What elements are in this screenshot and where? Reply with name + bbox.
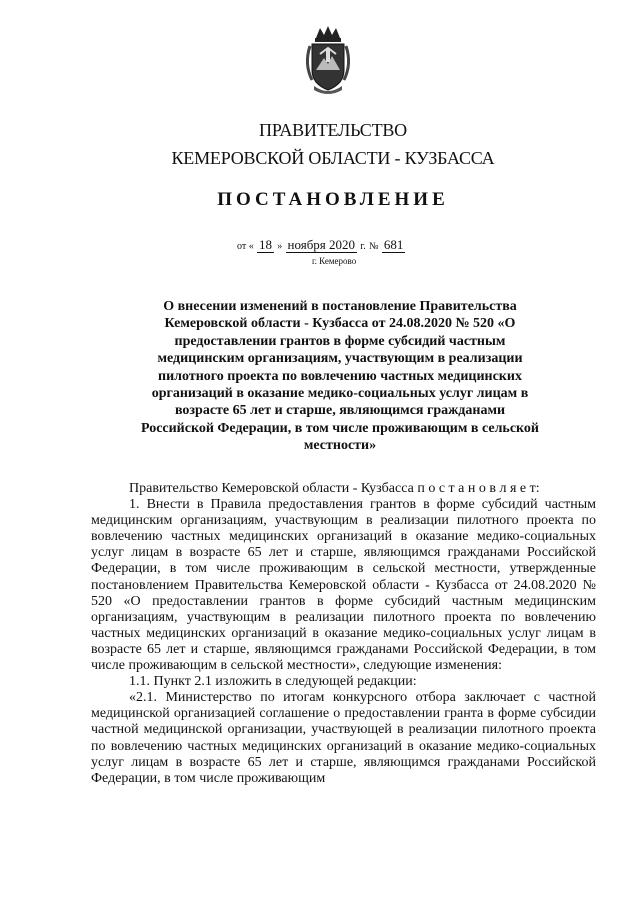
intro-text: Правительство Кемеровской области - Кузбасса [129,481,414,496]
intro-spaced: п о с т а н о в л я е т: [417,481,540,496]
paragraph-2-1: «2.1. Министерство по итогам конкурсного отбора заключает с частной медицинской организацией соглашение о предоставлении гранта в форме субсидии частной медицинской организации, участвующей в реализации пилотного проекта по вовлечению частных медицинских организаций в оказание медико-социальных услуг лицам в возрасте 65 лет и старше, являющимся гражданами Российской Федерации, в том числе проживающим [91,690,596,786]
date-close-quote: » [277,241,283,252]
government-title-line2: КЕМЕРОВСКОЙ ОБЛАСТИ - КУЗБАССА [171,148,495,168]
document-number: 681 [383,237,404,252]
number-label: № [369,241,379,252]
date-from-label: от « [237,241,254,252]
document-body [91,481,596,787]
document-title: ПОСТАНОВЛЕНИЕ [217,189,449,210]
date-day: 18 [259,237,272,252]
date-month-year: ноября 2020 [287,237,356,252]
intro-paragraph [91,481,596,497]
document-subject: О внесении изменений в постановление Правительства Кемеровской области - Кузбасса от 24.08.2020 № 520 «О предоставлении грантов в форме субсидий частным медицинским организациям, участвующим в реализации пилотного проекта по вовлечению частных медицинских организаций в оказание медико-социальных услуг лицам в возрасте 65 лет и старше, являющимся гражданами Российской Федерации, в том числе проживающим в сельской местности» [140,299,539,454]
paragraph-1: 1. Внести в Правила предоставления грантов в форме субсидий частным медицинским организациям, участвующим в реализации пилотного проекта по вовлечению частных медицинских организаций в оказание медико-социальных услуг лицам в возрасте 65 лет и старше, являющимся гражданами Российской Федерации, в том числе проживающим в сельской местности, утвержденные постановлением Правительства Кемеровской области - Кузбасса от 24.08.2020 № 520 «О предоставлении грантов в форме субсидий частным медицинским организациям, участвующим в реализации пилотного проекта по вовлечению частных медицинских организаций в оказание медико-социальных услуг лицам в возрасте 65 лет и старше, являющимся гражданами Российской Федерации, в том числе проживающим в сельской местности», следующие изменения: [91,497,596,674]
kuzbass-coat-of-arms-icon [302,24,354,96]
government-title-line1: ПРАВИТЕЛЬСТВО [259,120,407,140]
city-label: г. Кемерово [312,256,357,266]
dateline [237,237,405,253]
date-year-suffix: г. [360,241,366,252]
paragraph-1-1: 1.1. Пункт 2.1 изложить в следующей редакции: [129,674,417,690]
